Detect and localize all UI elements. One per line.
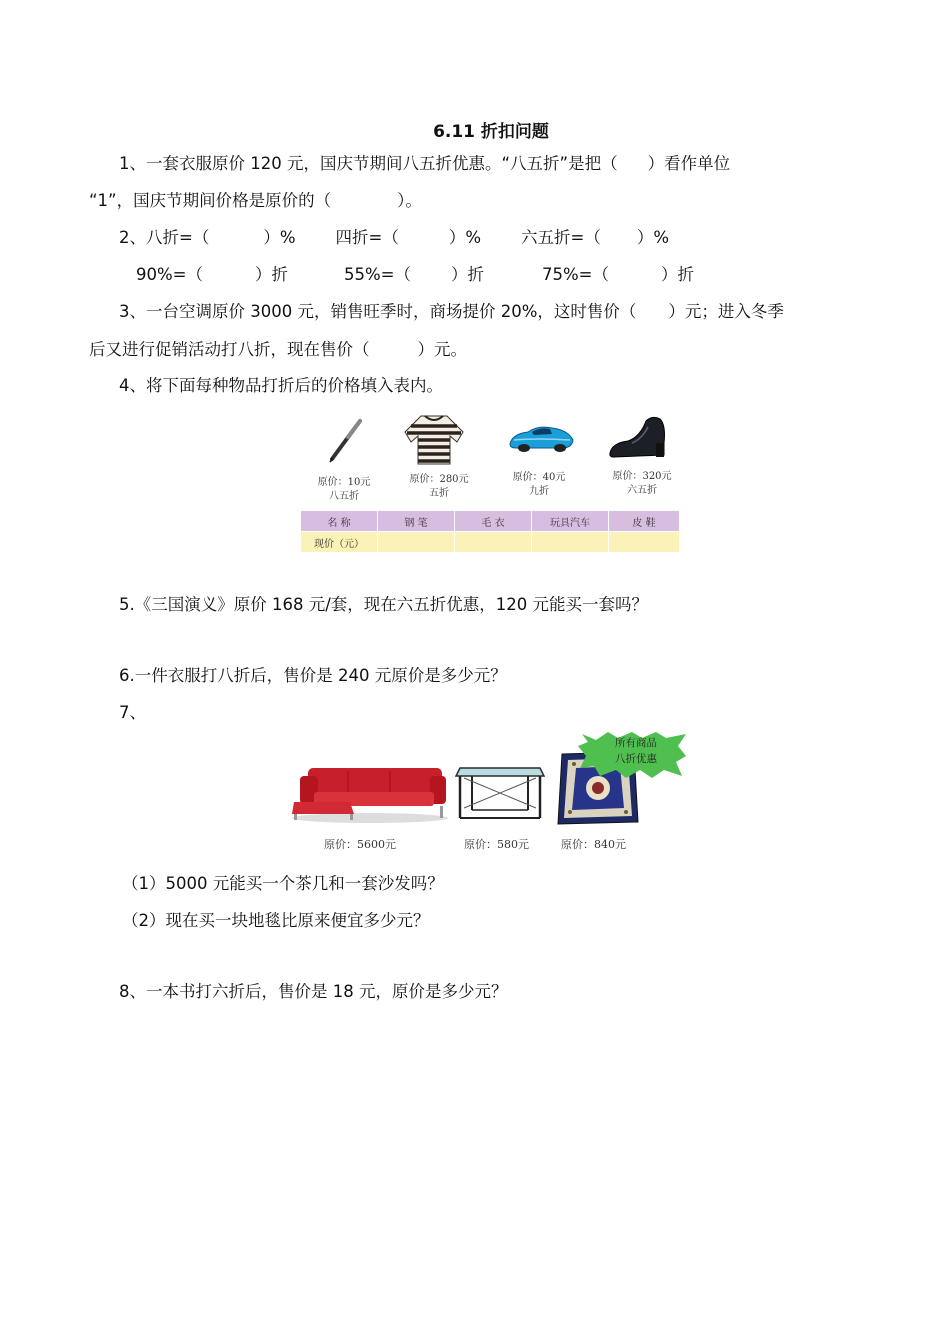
question-7-sub-2: （2）现在买一块地毯比原来便宜多少元？ — [122, 911, 430, 930]
shoe-discount: 六五折 — [627, 485, 657, 496]
q2-blank-3-unit: ）% — [636, 228, 670, 247]
table-header-cell: 毛 衣 — [455, 511, 532, 532]
question-3-line-1 — [119, 301, 784, 323]
table-header-cell: 名 称 — [301, 511, 378, 532]
q3-text-c: 后又进行促销活动打八折，现在售价（ — [89, 340, 370, 359]
promo-text — [596, 735, 676, 767]
table-cell-pen — [378, 532, 455, 553]
question-7-label: 7、 — [119, 703, 146, 722]
table-header-cell: 玩具汽车 — [532, 511, 609, 532]
sofa-price: 原价：5600元 — [324, 838, 396, 851]
q2-blank-1-label: 2、八折=（ — [119, 228, 210, 247]
question-2-row-2 — [136, 264, 694, 286]
q2-blank-1-unit: ）% — [263, 228, 296, 247]
pen-icon — [326, 415, 366, 465]
question-3-line-2 — [89, 339, 467, 361]
question-7-sub-1: （1）5000 元能买一个茶几和一套沙发吗？ — [122, 874, 444, 893]
promo-line-2: 八折优惠 — [615, 753, 657, 765]
q2-blank-3-label: 六五折=（ — [521, 228, 601, 247]
q1-text-b: ）看作单位 — [647, 154, 731, 173]
question-6-text: 6.一件衣服打八折后，售价是 240 元原价是多少元？ — [119, 666, 507, 685]
shoe-price: 原价：320元 — [612, 471, 672, 482]
shoe-caption — [594, 470, 690, 498]
table-header-cell: 钢 笔 — [378, 511, 455, 532]
question-1-line-2 — [89, 190, 422, 212]
discount-items-figure — [298, 407, 680, 557]
q3-text-b: ）元；进入冬季 — [668, 302, 784, 321]
q1-text-d: ）。 — [397, 191, 422, 210]
question-8-text: 8、一本书打六折后，售价是 18 元，原价是多少元？ — [119, 982, 508, 1001]
q2-blank-6-label: 75%=（ — [542, 265, 609, 284]
q2-blank-6-unit: ）折 — [661, 265, 694, 284]
q2-blank-2-unit: ）% — [448, 228, 482, 247]
q2-blank-5-unit: ）折 — [451, 265, 484, 284]
q3-text-a: 3、一台空调原价 3000 元，销售旺季时，商场提价 20%，这时售价（ — [119, 302, 637, 321]
question-1-line-1 — [119, 153, 730, 175]
q3-text-d: ）元。 — [417, 340, 467, 359]
table-cell-sweater — [455, 532, 532, 553]
coffee-table-icon — [452, 764, 548, 822]
pen-discount: 八五折 — [329, 491, 359, 502]
promo-line-1: 所有商品 — [615, 737, 657, 749]
table-header-cell: 皮 鞋 — [609, 511, 680, 532]
sweater-caption — [394, 473, 484, 501]
q1-text-c: “1”，国庆节期间价格是原价的（ — [89, 191, 332, 210]
table-cell-shoe — [609, 532, 680, 553]
price-table — [300, 510, 680, 553]
sweater-icon — [403, 412, 465, 467]
pen-caption — [304, 476, 384, 504]
table-cell-toy-car — [532, 532, 609, 553]
question-2-row-1 — [119, 227, 669, 249]
question-4-text: 4、将下面每种物品打折后的价格填入表内。 — [119, 376, 443, 395]
page-title: 6.11 折扣问题 — [433, 122, 549, 142]
q2-blank-2-label: 四折=（ — [335, 228, 399, 247]
q2-blank-5-label: 55%=（ — [344, 265, 411, 284]
q2-blank-4-label: 90%=（ — [136, 265, 203, 284]
pen-price: 原价：10元 — [317, 477, 371, 488]
question-5-text: 5.《三国演义》原价 168 元/套，现在六五折优惠，120 元能买一套吗？ — [119, 595, 649, 614]
table-row-label: 现价（元） — [301, 532, 378, 553]
leather-shoe-icon — [606, 413, 668, 463]
sofa-icon — [290, 762, 448, 824]
toy-car-discount: 九折 — [529, 486, 549, 497]
q1-text-a: 1、一套衣服原价 120 元，国庆节期间八五折优惠。“八五折”是把（ — [119, 154, 618, 173]
furniture-figure — [288, 732, 698, 854]
toy-car-price: 原价：40元 — [512, 472, 566, 483]
price-table-header — [301, 511, 680, 532]
sweater-price: 原价：280元 — [409, 474, 469, 485]
price-table-row — [301, 532, 680, 553]
promo-badge — [578, 732, 688, 778]
toy-car-caption — [494, 471, 584, 499]
carpet-price: 原价：840元 — [561, 838, 626, 851]
sweater-discount: 五折 — [429, 488, 449, 499]
toy-car-icon — [506, 422, 576, 454]
q2-blank-4-unit: ）折 — [255, 265, 288, 284]
coffee-table-price: 原价：580元 — [464, 838, 529, 851]
